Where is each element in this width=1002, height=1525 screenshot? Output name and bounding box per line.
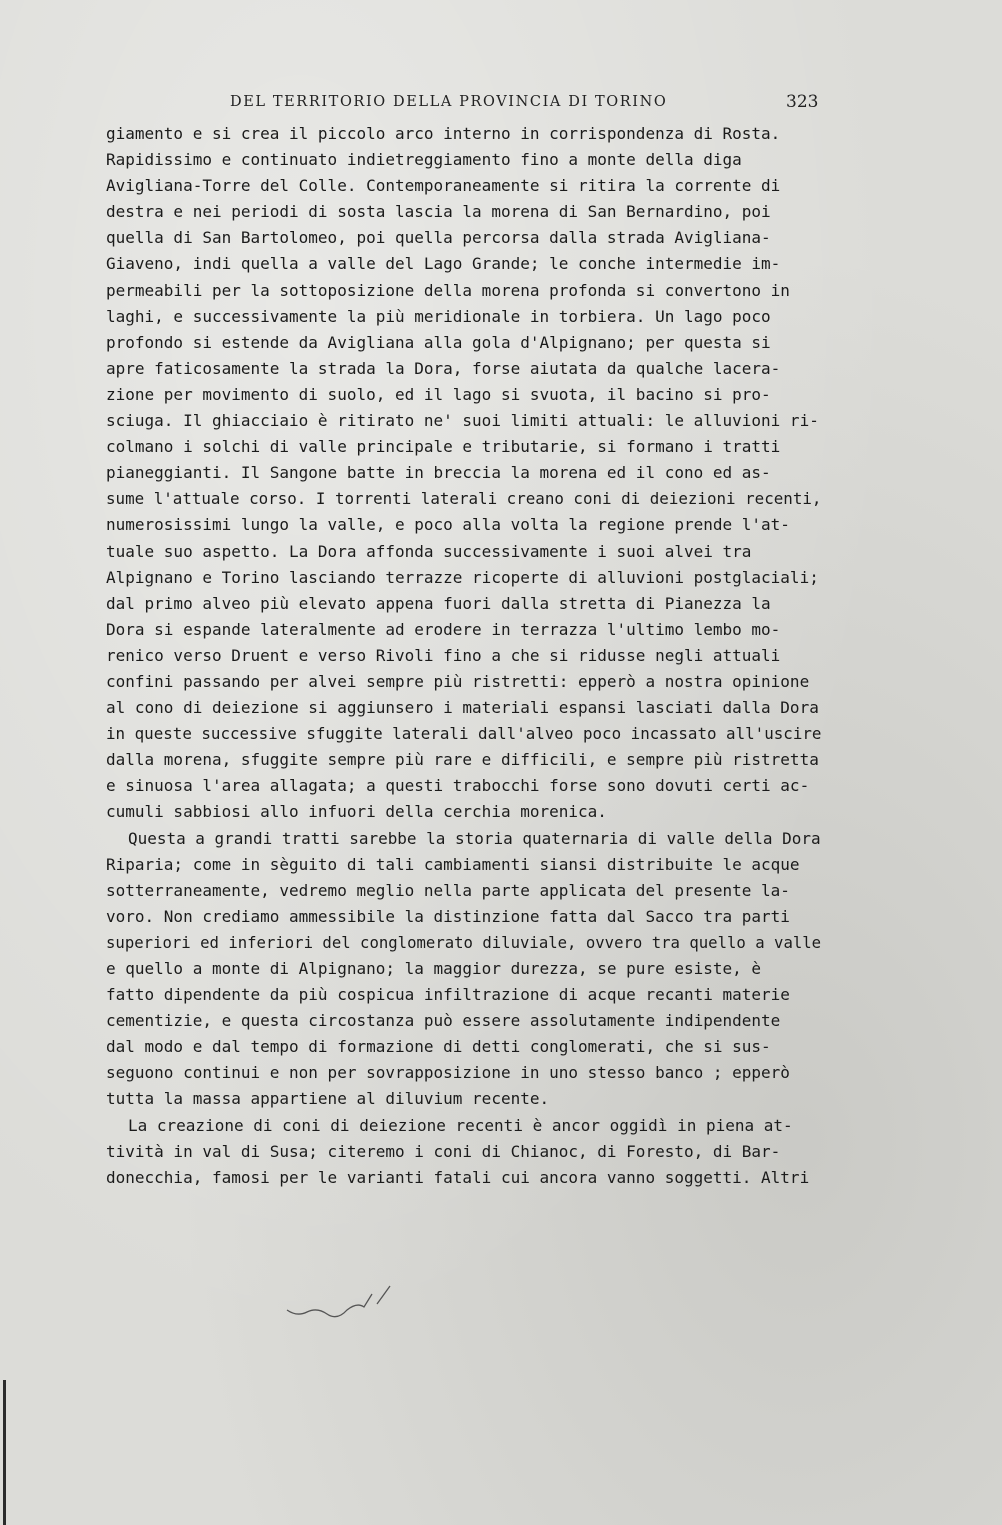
paragraph-3 xyxy=(106,1113,821,1191)
scan-edge-mark xyxy=(3,1380,6,1525)
text-line: apre faticosamente la strada la Dora, forse aiutata da qualche lacera- xyxy=(106,358,781,378)
text-line: confini passando per alvei sempre più ristretti: epperò a nostra opinione xyxy=(106,671,810,691)
text-line: quella di San Bartolomeo, poi quella percorsa dalla strada Avigliana- xyxy=(106,228,771,248)
text-line: Giaveno, indi quella a valle del Lago Grande; le conche intermedie im- xyxy=(106,254,781,274)
text-line: cementizie, e questa circostanza può essere assolutamente indipendente xyxy=(106,1011,781,1031)
text-line: tività in val di Susa; citeremo i coni di Chianoc, di Foresto, di Bar- xyxy=(106,1141,781,1161)
text-line: giamento e si crea il piccolo arco interno in corrispondenza di Rosta. xyxy=(106,124,781,143)
text-line: al cono di deiezione si aggiunsero i materiali espansi lasciati dalla Dora xyxy=(106,698,819,718)
pencil-scribble-mark xyxy=(282,1282,402,1322)
text-line: dalla morena, sfuggite sempre più rare e difficili, e sempre più ristretta xyxy=(106,750,819,770)
text-line: permeabili per la sottoposizione della morena profonda si convertono in xyxy=(106,280,790,300)
paragraph-2 xyxy=(106,826,821,1113)
text-line: dal modo e dal tempo di formazione di detti conglomerati, che si sus- xyxy=(106,1037,771,1057)
text-line: colmano i solchi di valle principale e tributarie, si formano i tratti xyxy=(106,437,781,457)
text-line: sotterraneamente, vedremo meglio nella parte applicata del presente la- xyxy=(106,880,790,900)
text-line: seguono continui e non per sovrapposizione in uno stesso banco ; epperò xyxy=(106,1063,790,1083)
paragraph-1 xyxy=(106,121,821,826)
text-line: renico verso Druent e verso Rivoli fino a che si ridusse negli attuali xyxy=(106,645,781,665)
text-line: superiori ed inferiori del conglomerato diluviale, ovvero tra quello a valle xyxy=(106,932,822,952)
text-line: donecchia, famosi per le varianti fatali cui ancora vanno soggetti. Altri xyxy=(106,1167,810,1187)
text-line: Questa a grandi tratti sarebbe la storia quaternaria di valle della Dora xyxy=(127,828,821,848)
text-line: Dora si espande lateralmente ad erodere in terrazza l'ultimo lembo mo- xyxy=(106,619,781,639)
text-line: Riparia; come in sèguito di tali cambiamenti siansi distribuite le acque xyxy=(106,854,800,874)
text-line: e sinuosa l'area allagata; a questi trabocchi forse sono dovuti certi ac- xyxy=(106,776,810,796)
text-line: destra e nei periodi di sosta lascia la morena di San Bernardino, poi xyxy=(106,202,771,222)
text-line: tuale suo aspetto. La Dora affonda successivamente i suoi alvei tra xyxy=(106,541,752,561)
text-line: Rapidissimo e continuato indietreggiamento fino a monte della diga xyxy=(106,150,742,170)
body-text xyxy=(106,121,821,1191)
text-line: laghi, e successivamente la più meridionale in torbiera. Un lago poco xyxy=(106,306,771,326)
text-line: dal primo alveo più elevato appena fuori dalla stretta di Pianezza la xyxy=(106,593,771,613)
text-line: La creazione di coni di deiezione recenti è ancor oggidì in piena at- xyxy=(128,1115,793,1135)
text-line: numerosissimi lungo la valle, e poco alla volta la regione prende l'at- xyxy=(106,515,790,535)
text-line: Alpignano e Torino lasciando terrazze ricoperte di alluvioni postglaciali; xyxy=(106,567,819,587)
text-line: voro. Non crediamo ammessibile la distinzione fatta dal Sacco tra parti xyxy=(106,906,790,926)
page-number: 323 xyxy=(786,92,819,112)
text-line: sume l'attuale corso. I torrenti laterali creano coni di deiezioni recenti, xyxy=(106,489,822,509)
text-line: profondo si estende da Avigliana alla gola d'Alpignano; per questa si xyxy=(106,332,771,352)
text-line: pianeggianti. Il Sangone batte in breccia la morena ed il cono ed as- xyxy=(106,463,771,483)
text-line: fatto dipendente da più cospicua infiltrazione di acque recanti materie xyxy=(106,985,790,1005)
text-line: zione per movimento di suolo, ed il lago si svuota, il bacino si pro- xyxy=(106,384,771,404)
text-line: tutta la massa appartiene al diluvium recente. xyxy=(106,1089,550,1109)
text-line: Avigliana-Torre del Colle. Contemporaneamente si ritira la corrente di xyxy=(106,176,781,196)
text-line: in queste successive sfuggite laterali dall'alveo poco incassato all'uscire xyxy=(106,724,822,744)
running-header: DEL TERRITORIO DELLA PROVINCIA DI TORINO xyxy=(230,94,668,110)
text-line: sciuga. Il ghiacciaio è ritirato ne' suoi limiti attuali: le alluvioni ri- xyxy=(106,411,819,431)
text-line: e quello a monte di Alpignano; la maggior durezza, se pure esiste, è xyxy=(106,959,762,978)
text-line: cumuli sabbiosi allo infuori della cerchia morenica. xyxy=(106,802,607,822)
